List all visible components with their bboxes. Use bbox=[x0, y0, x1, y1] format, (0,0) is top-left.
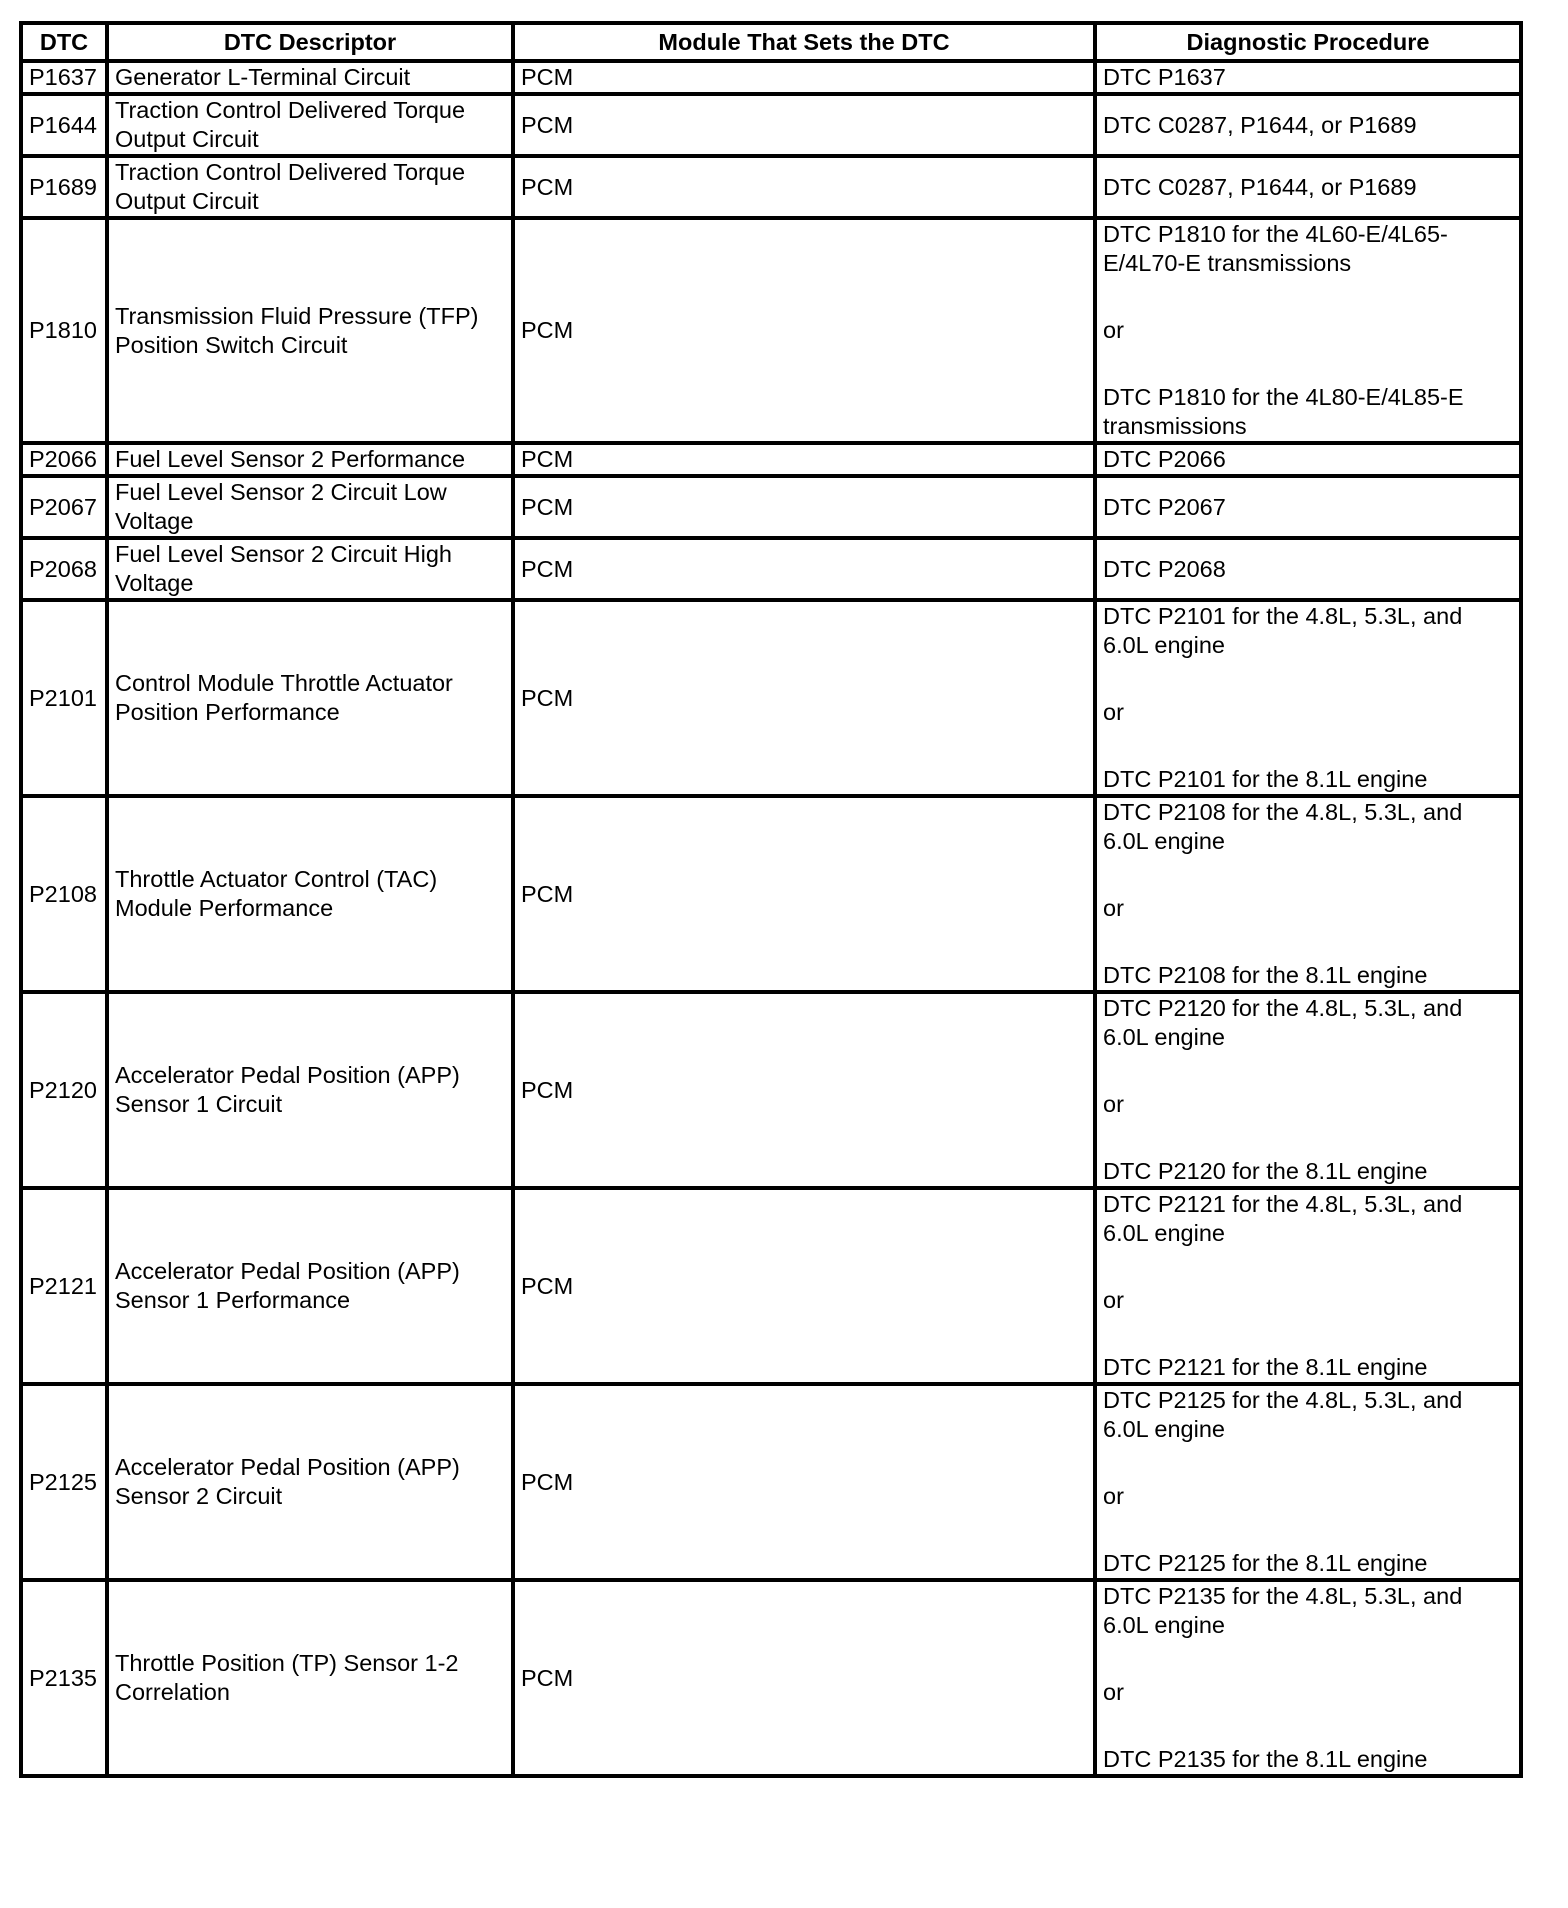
cell-module: PCM bbox=[513, 156, 1095, 218]
cell-procedure bbox=[1095, 1188, 1521, 1384]
procedure-or: or bbox=[1103, 1483, 1124, 1509]
procedure-link-text: DTC P2066 bbox=[1103, 446, 1226, 472]
cell-procedure bbox=[1095, 796, 1521, 992]
cell-procedure bbox=[1095, 94, 1521, 156]
header-row bbox=[21, 23, 1521, 61]
cell-procedure bbox=[1095, 1580, 1521, 1776]
procedure-link-text: DTC P2101 for the 8.1L engine bbox=[1103, 766, 1428, 792]
header-descriptor: DTC Descriptor bbox=[107, 23, 513, 61]
cell-module: PCM bbox=[513, 94, 1095, 156]
header-dtc: DTC bbox=[21, 23, 107, 61]
cell-descriptor: Throttle Position (TP) Sensor 1-2 Correlation bbox=[107, 1580, 513, 1776]
cell-dtc: P1637 bbox=[21, 61, 107, 94]
procedure-spacer bbox=[1103, 1707, 1513, 1745]
cell-procedure bbox=[1095, 476, 1521, 538]
table-row bbox=[21, 1384, 1521, 1580]
cell-module: PCM bbox=[513, 1384, 1095, 1580]
cell-dtc: P1810 bbox=[21, 218, 107, 443]
procedure-or: or bbox=[1103, 1287, 1124, 1313]
cell-descriptor: Control Module Throttle Actuator Position Performance bbox=[107, 600, 513, 796]
procedure-spacer bbox=[1103, 1119, 1513, 1157]
cell-procedure bbox=[1095, 443, 1521, 476]
table-row bbox=[21, 796, 1521, 992]
procedure-or: or bbox=[1103, 317, 1124, 343]
cell-dtc: P2125 bbox=[21, 1384, 107, 1580]
dtc-table bbox=[19, 21, 1523, 1778]
procedure-or: or bbox=[1103, 699, 1124, 725]
cell-module: PCM bbox=[513, 218, 1095, 443]
procedure-link-text: DTC P2108 for the 8.1L engine bbox=[1103, 962, 1428, 988]
table-row bbox=[21, 538, 1521, 600]
procedure-spacer bbox=[1103, 856, 1513, 894]
procedure-link-text: DTC P2121 for the 4.8L, 5.3L, and 6.0L engine bbox=[1103, 1191, 1463, 1246]
cell-descriptor: Traction Control Delivered Torque Output Circuit bbox=[107, 156, 513, 218]
table-body bbox=[21, 61, 1521, 1776]
cell-dtc: P2120 bbox=[21, 992, 107, 1188]
cell-descriptor: Throttle Actuator Control (TAC) Module Performance bbox=[107, 796, 513, 992]
cell-dtc: P2121 bbox=[21, 1188, 107, 1384]
table-row bbox=[21, 218, 1521, 443]
procedure-spacer bbox=[1103, 727, 1513, 765]
cell-dtc: P2135 bbox=[21, 1580, 107, 1776]
procedure-link-text: DTC C0287, P1644, or P1689 bbox=[1103, 173, 1417, 200]
procedure-link-text: DTC P2101 for the 4.8L, 5.3L, and 6.0L engine bbox=[1103, 603, 1463, 658]
procedure-spacer bbox=[1103, 1511, 1513, 1549]
procedure-link-text: DTC C0287, P1644, or P1689 bbox=[1103, 111, 1417, 138]
procedure-link-text: DTC P2121 for the 8.1L engine bbox=[1103, 1354, 1428, 1380]
cell-dtc: P2066 bbox=[21, 443, 107, 476]
procedure-spacer bbox=[1103, 1052, 1513, 1090]
cell-dtc: P1689 bbox=[21, 156, 107, 218]
table-row bbox=[21, 61, 1521, 94]
table-row bbox=[21, 443, 1521, 476]
cell-procedure bbox=[1095, 992, 1521, 1188]
procedure-or: or bbox=[1103, 1679, 1124, 1705]
table-row bbox=[21, 1188, 1521, 1384]
table-row bbox=[21, 600, 1521, 796]
cell-module: PCM bbox=[513, 992, 1095, 1188]
cell-module: PCM bbox=[513, 443, 1095, 476]
cell-descriptor: Fuel Level Sensor 2 Circuit Low Voltage bbox=[107, 476, 513, 538]
procedure-or: or bbox=[1103, 1091, 1124, 1117]
cell-procedure bbox=[1095, 1384, 1521, 1580]
procedure-link-text: DTC P2068 bbox=[1103, 555, 1226, 582]
procedure-spacer bbox=[1103, 1248, 1513, 1286]
cell-module: PCM bbox=[513, 796, 1095, 992]
table-row bbox=[21, 1580, 1521, 1776]
procedure-link-text: DTC P1810 for the 4L60-E/4L65-E/4L70-E transmissions bbox=[1103, 221, 1448, 276]
procedure-spacer bbox=[1103, 660, 1513, 698]
procedure-link-text: DTC P1637 bbox=[1103, 64, 1226, 90]
table-header bbox=[21, 23, 1521, 61]
table-row bbox=[21, 476, 1521, 538]
procedure-link-text: DTC P2067 bbox=[1103, 493, 1226, 520]
procedure-spacer bbox=[1103, 1444, 1513, 1482]
procedure-link-text: DTC P2120 for the 8.1L engine bbox=[1103, 1158, 1428, 1184]
cell-module: PCM bbox=[513, 538, 1095, 600]
cell-descriptor: Accelerator Pedal Position (APP) Sensor 2 Circuit bbox=[107, 1384, 513, 1580]
cell-module: PCM bbox=[513, 61, 1095, 94]
procedure-spacer bbox=[1103, 923, 1513, 961]
procedure-link-text: DTC P2125 for the 4.8L, 5.3L, and 6.0L engine bbox=[1103, 1387, 1463, 1442]
header-procedure: Diagnostic Procedure bbox=[1095, 23, 1521, 61]
cell-procedure bbox=[1095, 61, 1521, 94]
procedure-spacer bbox=[1103, 1640, 1513, 1678]
cell-descriptor: Accelerator Pedal Position (APP) Sensor 1 Circuit bbox=[107, 992, 513, 1188]
procedure-spacer bbox=[1103, 278, 1513, 316]
cell-dtc: P2068 bbox=[21, 538, 107, 600]
procedure-link-text: DTC P2135 for the 4.8L, 5.3L, and 6.0L engine bbox=[1103, 1583, 1463, 1638]
cell-module: PCM bbox=[513, 600, 1095, 796]
procedure-link-text: DTC P2108 for the 4.8L, 5.3L, and 6.0L engine bbox=[1103, 799, 1463, 854]
cell-dtc: P1644 bbox=[21, 94, 107, 156]
procedure-link-text: DTC P2125 for the 8.1L engine bbox=[1103, 1550, 1428, 1576]
cell-descriptor: Traction Control Delivered Torque Output Circuit bbox=[107, 94, 513, 156]
table-row bbox=[21, 992, 1521, 1188]
cell-descriptor: Transmission Fluid Pressure (TFP) Position Switch Circuit bbox=[107, 218, 513, 443]
cell-module: PCM bbox=[513, 476, 1095, 538]
procedure-link-text: DTC P1810 for the 4L80-E/4L85-E transmissions bbox=[1103, 384, 1464, 439]
cell-module: PCM bbox=[513, 1580, 1095, 1776]
procedure-link-text: DTC P2135 for the 8.1L engine bbox=[1103, 1746, 1428, 1772]
cell-module: PCM bbox=[513, 1188, 1095, 1384]
cell-procedure bbox=[1095, 156, 1521, 218]
cell-dtc: P2067 bbox=[21, 476, 107, 538]
procedure-spacer bbox=[1103, 345, 1513, 383]
cell-procedure bbox=[1095, 600, 1521, 796]
cell-descriptor: Fuel Level Sensor 2 Circuit High Voltage bbox=[107, 538, 513, 600]
cell-procedure bbox=[1095, 218, 1521, 443]
cell-descriptor: Accelerator Pedal Position (APP) Sensor 1 Performance bbox=[107, 1188, 513, 1384]
header-module: Module That Sets the DTC bbox=[513, 23, 1095, 61]
table-row bbox=[21, 156, 1521, 218]
procedure-or: or bbox=[1103, 895, 1124, 921]
procedure-link-text: DTC P2120 for the 4.8L, 5.3L, and 6.0L engine bbox=[1103, 995, 1463, 1050]
cell-dtc: P2108 bbox=[21, 796, 107, 992]
cell-procedure bbox=[1095, 538, 1521, 600]
table-row bbox=[21, 94, 1521, 156]
cell-dtc: P2101 bbox=[21, 600, 107, 796]
procedure-spacer bbox=[1103, 1315, 1513, 1353]
cell-descriptor: Generator L-Terminal Circuit bbox=[107, 61, 513, 94]
cell-descriptor: Fuel Level Sensor 2 Performance bbox=[107, 443, 513, 476]
